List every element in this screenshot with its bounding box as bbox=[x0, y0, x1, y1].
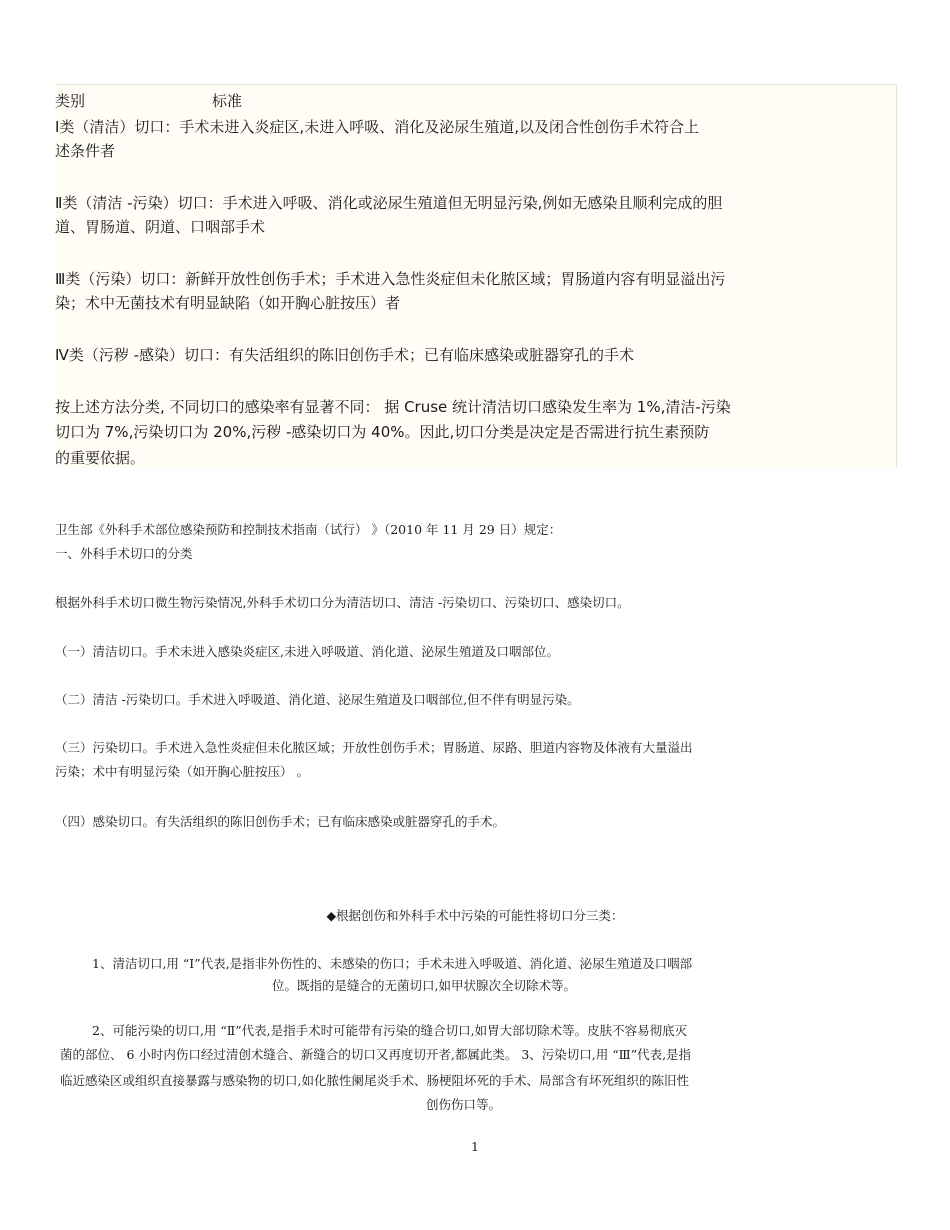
guideline-section-title: 一、外科手术切口的分类 bbox=[55, 546, 193, 561]
three-class-p2-line2: 菌的部位、 6 小时内伤口经过清创术缝合、新缝合的切口又再度切开者,都属此类。 3、污染切口,用 “Ⅲ”代表,是指 bbox=[60, 1047, 692, 1062]
three-class-p1-line1: 1、清洁切口,用 “Ⅰ”代表,是指非外伤性的、未感染的伤口；手术未进入呼吸道、消化道、泌尿生殖道及口咽部 bbox=[92, 956, 693, 971]
guideline-intro: 卫生部《外科手术部位感染预防和控制技术指南（试行） 》（2010 年 11 月 29 日）规定： bbox=[55, 522, 562, 537]
guideline-classification: 根据外科手术切口微生物污染情况,外科手术切口分为清洁切口、清洁 -污染切口、污染切口、感染切口。 bbox=[55, 595, 630, 610]
three-class-p1-line2: 位。既指的是缝合的无菌切口,如甲状腺次全切除术等。 bbox=[272, 978, 576, 993]
class-4-line1: Ⅳ类（污秽 -感染）切口：有失活组织的陈旧创伤手术；已有临床感染或脏器穿孔的手术 bbox=[55, 346, 635, 364]
summary-line1: 按上述方法分类, 不同切口的感染率有显著不同： 据 Cruse 统计清洁切口感染发生率为 1%,清洁-污染 bbox=[55, 398, 731, 416]
three-class-p2-line1: 2、可能污染的切口,用 “Ⅱ”代表,是指手术时可能带有污染的缝合切口,如胃大部切除术等。皮肤不容易彻底灭 bbox=[92, 1023, 688, 1038]
three-class-heading: ◆根据创伤和外科手术中污染的可能性将切口分三类： bbox=[326, 908, 624, 923]
guideline-item-4: （四）感染切口。有失活组织的陈旧创伤手术；已有临床感染或脏器穿孔的手术。 bbox=[55, 814, 506, 829]
header-standard: 标准 bbox=[212, 92, 243, 110]
header-category: 类别 bbox=[55, 92, 86, 110]
summary-line3: 的重要依据。 bbox=[55, 449, 146, 467]
class-2-line1: Ⅱ类（清洁 -污染）切口：手术进入呼吸、消化或泌尿生殖道但无明显污染,例如无感染且顺利完成的胆 bbox=[55, 194, 723, 212]
guideline-item-3-line1: （三）污染切口。手术进入急性炎症但未化脓区域；开放性创伤手术；胃肠道、尿路、胆道内容物及体液有大量溢出 bbox=[55, 740, 693, 755]
summary-line2: 切口为 7%,污染切口为 20%,污秽 -感染切口为 40%。因此,切口分类是决定是否需进行抗生素预防 bbox=[55, 423, 710, 441]
class-3-line2: 染；术中无菌技术有明显缺陷（如开胸心脏按压）者 bbox=[55, 294, 401, 312]
class-1-line2: 述条件者 bbox=[55, 142, 116, 160]
guideline-item-1: （一）清洁切口。手术未进入感染炎症区,未进入呼吸道、消化道、泌尿生殖道及口咽部位。 bbox=[55, 644, 559, 659]
page-number: 1 bbox=[471, 1139, 479, 1154]
class-2-line2: 道、胃肠道、阴道、口咽部手术 bbox=[55, 218, 266, 236]
three-class-p2-line3: 临近感染区或组织直接暴露与感染物的切口,如化脓性阑尾炎手术、肠梗阻坏死的手术、局部含有坏死组织的陈旧性 bbox=[60, 1073, 689, 1088]
guideline-item-3-line2: 污染；术中有明显污染（如开胸心脏按压） 。 bbox=[55, 764, 309, 779]
class-3-line1: Ⅲ类（污染）切口：新鲜开放性创伤手术；手术进入急性炎症但未化脓区域；胃肠道内容有明显溢出污 bbox=[55, 270, 726, 288]
class-1-line1: Ⅰ类（清洁）切口：手术未进入炎症区,未进入呼吸、消化及泌尿生殖道,以及闭合性创伤手术符合上 bbox=[55, 118, 699, 136]
three-class-p2-line4: 创伤伤口等。 bbox=[426, 1097, 502, 1112]
guideline-item-2: （二）清洁 -污染切口。手术进入呼吸道、消化道、泌尿生殖道及口咽部位,但不伴有明显污染。 bbox=[55, 692, 580, 707]
